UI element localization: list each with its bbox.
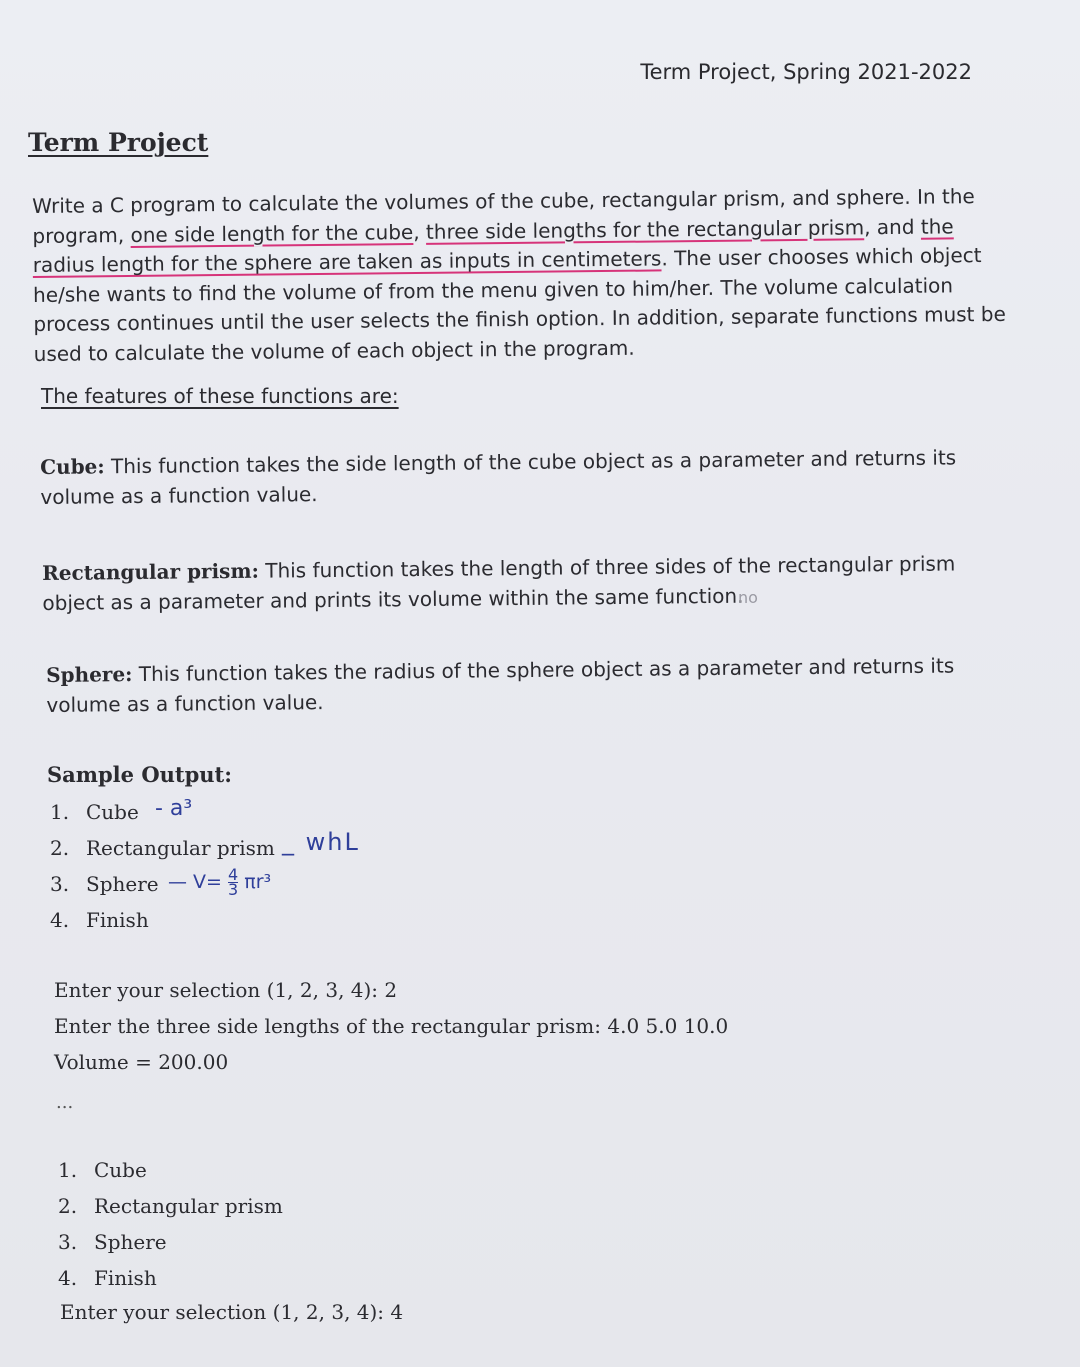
menu-item — [50, 902, 275, 938]
menu-item-number: 3. — [50, 872, 70, 896]
fraction-numerator: 4 — [228, 865, 239, 884]
function-rectangular-prism — [42, 548, 1008, 618]
intro-text-4: . The user chooses which object he/she wants to find the volume of from the menu given to him/her. The volume calculation process continues until the user selects the finish option. In addition, separate functions must be used to calculate the volume of each object in the program. — [32, 243, 1006, 366]
running-header: Term Project, Spring 2021-2022 — [640, 60, 972, 84]
menu-item — [50, 830, 275, 866]
menu-item-number: 1. — [58, 1158, 78, 1182]
menu-item-label: Rectangular prism — [94, 1194, 283, 1218]
menu-item-number: 3. — [58, 1230, 78, 1254]
menu-item-number: 2. — [58, 1194, 78, 1218]
intro-highlight-prism: three side lengths for the rectangular prism — [425, 214, 865, 244]
menu-item-number: 2. — [50, 836, 70, 860]
function-description: This function takes the side length of the cube object as a parameter and returns its volume as a function value. — [40, 445, 957, 509]
sphere-note-prefix: — V= — [168, 871, 222, 893]
menu-item — [58, 1188, 283, 1224]
handwritten-sphere-note — [168, 865, 272, 899]
menu-item-number: 1. — [50, 800, 70, 824]
menu-item-number: 4. — [50, 908, 70, 932]
handwritten-cube-note: - a³ — [155, 796, 193, 821]
menu-item — [58, 1260, 283, 1296]
function-description: This function takes the length of three sides of the rectangular prism object as a parameter and prints its volume within the same function. — [42, 551, 956, 615]
menu-item-label: Finish — [94, 1266, 157, 1290]
function-name: Sphere: — [46, 662, 133, 687]
handwritten-prism-note: _ whL — [282, 828, 360, 856]
document-title: Term Project — [28, 128, 209, 157]
fraction-denominator: 3 — [228, 880, 239, 899]
intro-text-3: , and — [864, 214, 921, 239]
menu-item-label: Rectangular prism — [86, 836, 275, 860]
menu-item-label: Cube — [86, 800, 139, 824]
intro-highlight-sphere: the radius length for the sphere are taken as inputs in centimeters — [32, 213, 954, 277]
function-name: Cube: — [40, 454, 105, 479]
menu-item-label: Cube — [94, 1158, 147, 1182]
menu-item-label: Finish — [86, 908, 149, 932]
intro-text-1: Write a C program to calculate the volumes of the cube, rectangular prism, and sphere. In the program, — [32, 184, 975, 248]
function-cube — [40, 442, 1006, 512]
intro-highlight-cube: one side length for the cube — [130, 219, 414, 247]
sample-final-prompt: Enter your selection (1, 2, 3, 4): 4 — [60, 1300, 404, 1324]
sample-prompt-2: Enter the three side lengths of the rectangular prism: 4.0 5.0 10.0 — [54, 1014, 729, 1038]
function-name: Rectangular prism: — [42, 558, 260, 585]
sample-menu-2 — [58, 1152, 283, 1296]
sample-result: Volume = 200.00 — [54, 1050, 229, 1074]
features-heading: The features of these functions are: — [41, 384, 399, 408]
menu-item — [58, 1152, 283, 1188]
function-sphere — [46, 650, 1012, 720]
sample-ellipsis: ... — [56, 1092, 74, 1113]
menu-item — [58, 1224, 283, 1260]
sphere-note-suffix: πr³ — [244, 871, 272, 893]
intro-text-2: , — [413, 219, 427, 244]
menu-item-number: 4. — [58, 1266, 78, 1290]
menu-item-label: Sphere — [94, 1230, 167, 1254]
sample-prompt-1: Enter your selection (1, 2, 3, 4): 2 — [54, 978, 398, 1002]
function-description: This function takes the radius of the sphere object as a parameter and returns its volume as a function value. — [46, 653, 955, 717]
sphere-note-fraction — [228, 865, 239, 899]
intro-paragraph — [32, 182, 1009, 369]
sample-output-title: Sample Output: — [47, 762, 232, 787]
menu-item-label: Sphere — [86, 872, 159, 896]
pencil-note: no — [738, 588, 758, 607]
